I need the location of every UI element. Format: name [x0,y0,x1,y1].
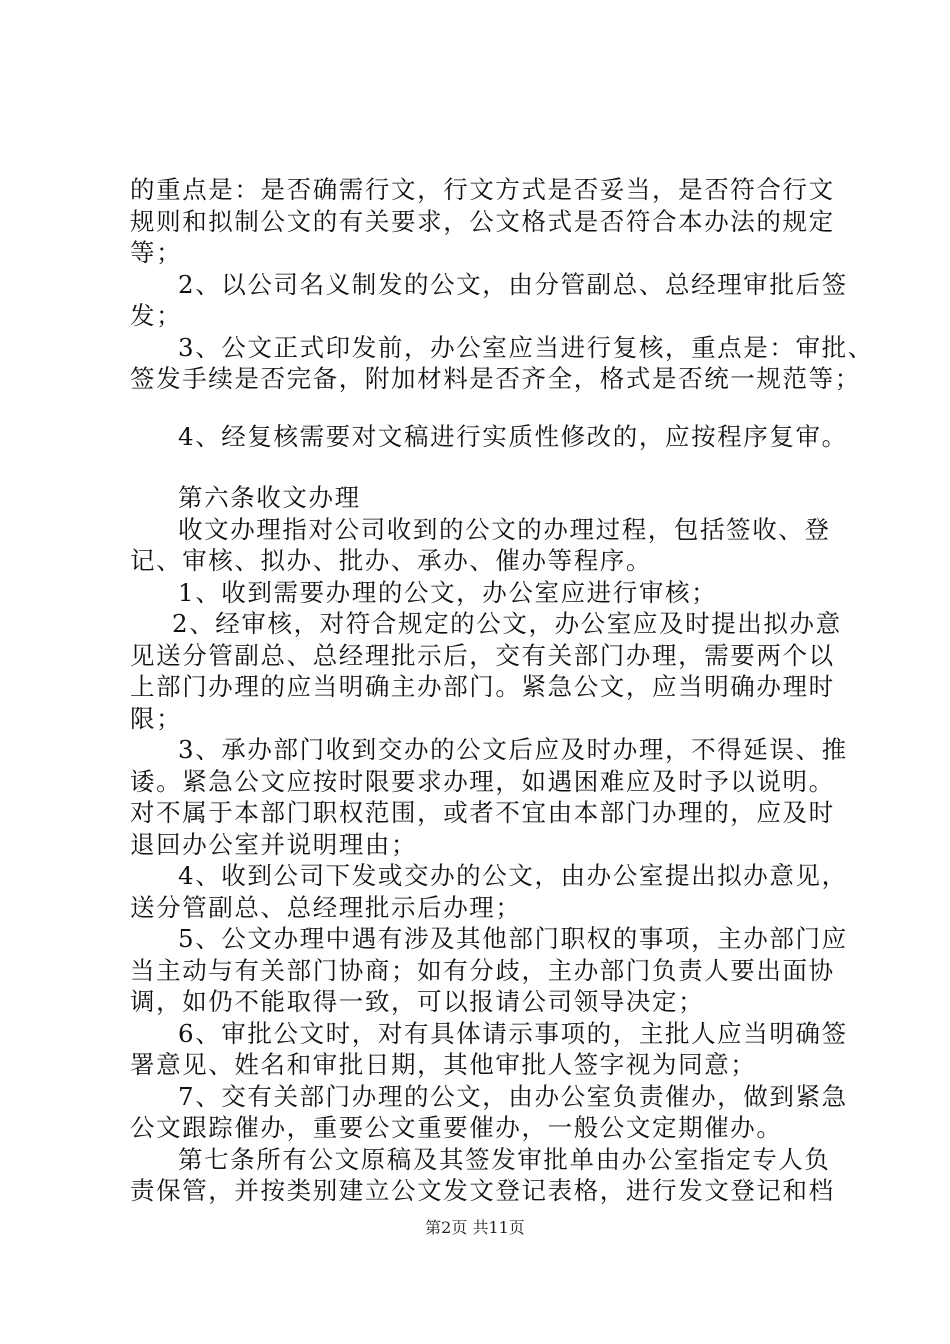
text-line: 署意见、姓名和审批日期，其他审批人签字视为同意； [130,1050,757,1079]
text-line: 限； [130,703,183,733]
text-line: 规则和拟制公文的有关要求，公文格式是否符合本办法的规定 [130,206,835,236]
text-line: 5、公文办理中遇有涉及其他部门职权的事项，主办部门应 [178,924,848,953]
text-line: 见送分管副总、总经理批示后，交有关部门办理，需要两个以 [130,640,835,670]
text-line: 4、收到公司下发或交办的公文，由办公室提出拟办意见， [178,861,848,890]
text-line: 发； [130,301,183,330]
text-line: 诿。紧急公文应按时限要求办理，如遇困难应及时予以说明。 [130,766,835,796]
text-line: 3、公文正式印发前，办公室应当进行复核，重点是：审批、 [178,332,874,362]
text-line: 对不属于本部门职权范围，或者不宜由本部门办理的，应及时 [130,798,835,827]
text-line: 2、经审核，对符合规定的公文，办公室应及时提出拟办意 [172,609,842,638]
text-line: 第七条所有公文原稿及其签发审批单由办公室指定专人负 [178,1144,831,1174]
text-line: 4、经复核需要对文稿进行实质性修改的，应按程序复审。 [178,421,848,451]
text-line: 6、审批公文时，对有具体请示事项的，主批人应当明确签 [178,1018,848,1048]
text-line: 签发手续是否完备，附加材料是否齐全，格式是否统一规范等； [130,364,861,393]
text-line: 送分管副总、总经理批示后办理； [130,892,522,922]
text-line: 2、以公司名义制发的公文，由分管副总、总经理审批后签 [178,269,848,299]
text-line: 上部门办理的应当明确主办部门。紧急公文，应当明确办理时 [130,672,835,701]
text-line: 当主动与有关部门协商；如有分歧，主办部门负责人要出面协 [130,955,835,985]
text-line: 等； [130,238,183,267]
text-line: 调，如仍不能取得一致，可以报请公司领导决定； [130,987,705,1016]
document-body [130,174,874,1207]
text-line: 收文办理指对公司收到的公文的办理过程，包括签收、登 [178,514,831,544]
text-line: 7、交有关部门办理的公文，由办公室负责催办，做到紧急 [178,1081,848,1111]
text-line: 公文跟踪催办，重要公文重要催办，一般公文定期催办。 [130,1113,783,1142]
text-line: 退回办公室并说明理由； [130,829,418,859]
text-line: 3、承办部门收到交办的公文后应及时办理，不得延误、推 [178,735,848,764]
section-heading: 第六条收文办理 [178,483,361,512]
page-number-footer: 第2页 共11页 [425,1218,525,1237]
text-line: 记、审核、拟办、批办、承办、催办等程序。 [130,546,652,575]
text-line: 的重点是：是否确需行文，行文方式是否妥当，是否符合行文 [130,175,835,204]
text-line: 责保管，并按类别建立公文发文登记表格，进行发文登记和档 [130,1176,835,1205]
text-line: 1、收到需要办理的公文，办公室应进行审核； [178,577,718,607]
